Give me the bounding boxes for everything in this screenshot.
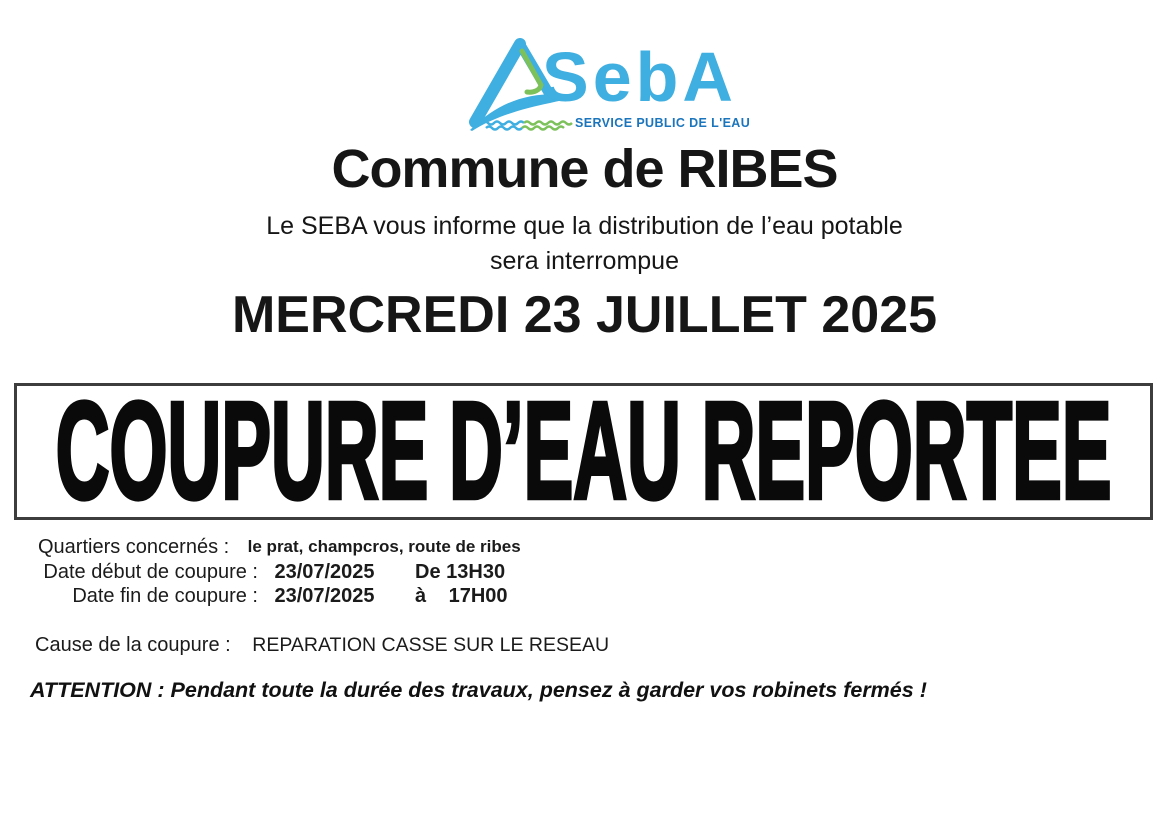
start-date-value: 23/07/2025 (274, 560, 375, 583)
cause-value: REPARATION CASSE SUR LE RESEAU (252, 634, 610, 656)
cause-label: Cause de la coupure : (35, 634, 231, 656)
end-date-value: 23/07/2025 (274, 585, 375, 607)
end-time-prefix: à (415, 585, 427, 607)
warning-text: ATTENTION : Pendant toute la durée des travaux, pensez à garder vos robinets fermés ! (30, 678, 927, 702)
details-section (0, 536, 1169, 610)
seba-logo (462, 38, 757, 140)
banner-box (14, 383, 1153, 520)
end-time-value: 17H00 (448, 585, 508, 607)
subtitle-line-1: Le SEBA vous informe que la distribution de l’eau potable (266, 212, 903, 240)
start-time-value: De 13H30 (415, 560, 506, 583)
date-headline: MERCREDI 23 JUILLET 2025 (231, 286, 938, 344)
logo-tagline: SERVICE PUBLIC DE L'EAU (575, 116, 751, 130)
start-date-row (0, 561, 1169, 586)
subtitle-line-2: sera interrompue (490, 247, 679, 275)
subtitle (0, 209, 1169, 279)
start-date-label: Date début de coupure : (43, 560, 258, 583)
end-date-label: Date fin de coupure : (72, 585, 258, 607)
cause-row (0, 632, 1169, 658)
quartiers-label: Quartiers concernés : (38, 536, 230, 558)
page-title: Commune de RIBES (331, 139, 838, 199)
logo-brand-text: SebA (542, 38, 737, 116)
quartiers-value: le prat, champcros, route de ribes (247, 537, 521, 556)
end-date-row (0, 585, 1169, 610)
quartiers-row (0, 536, 1169, 561)
banner-text: COUPURE D’EAU REPORTEE (55, 383, 1112, 520)
